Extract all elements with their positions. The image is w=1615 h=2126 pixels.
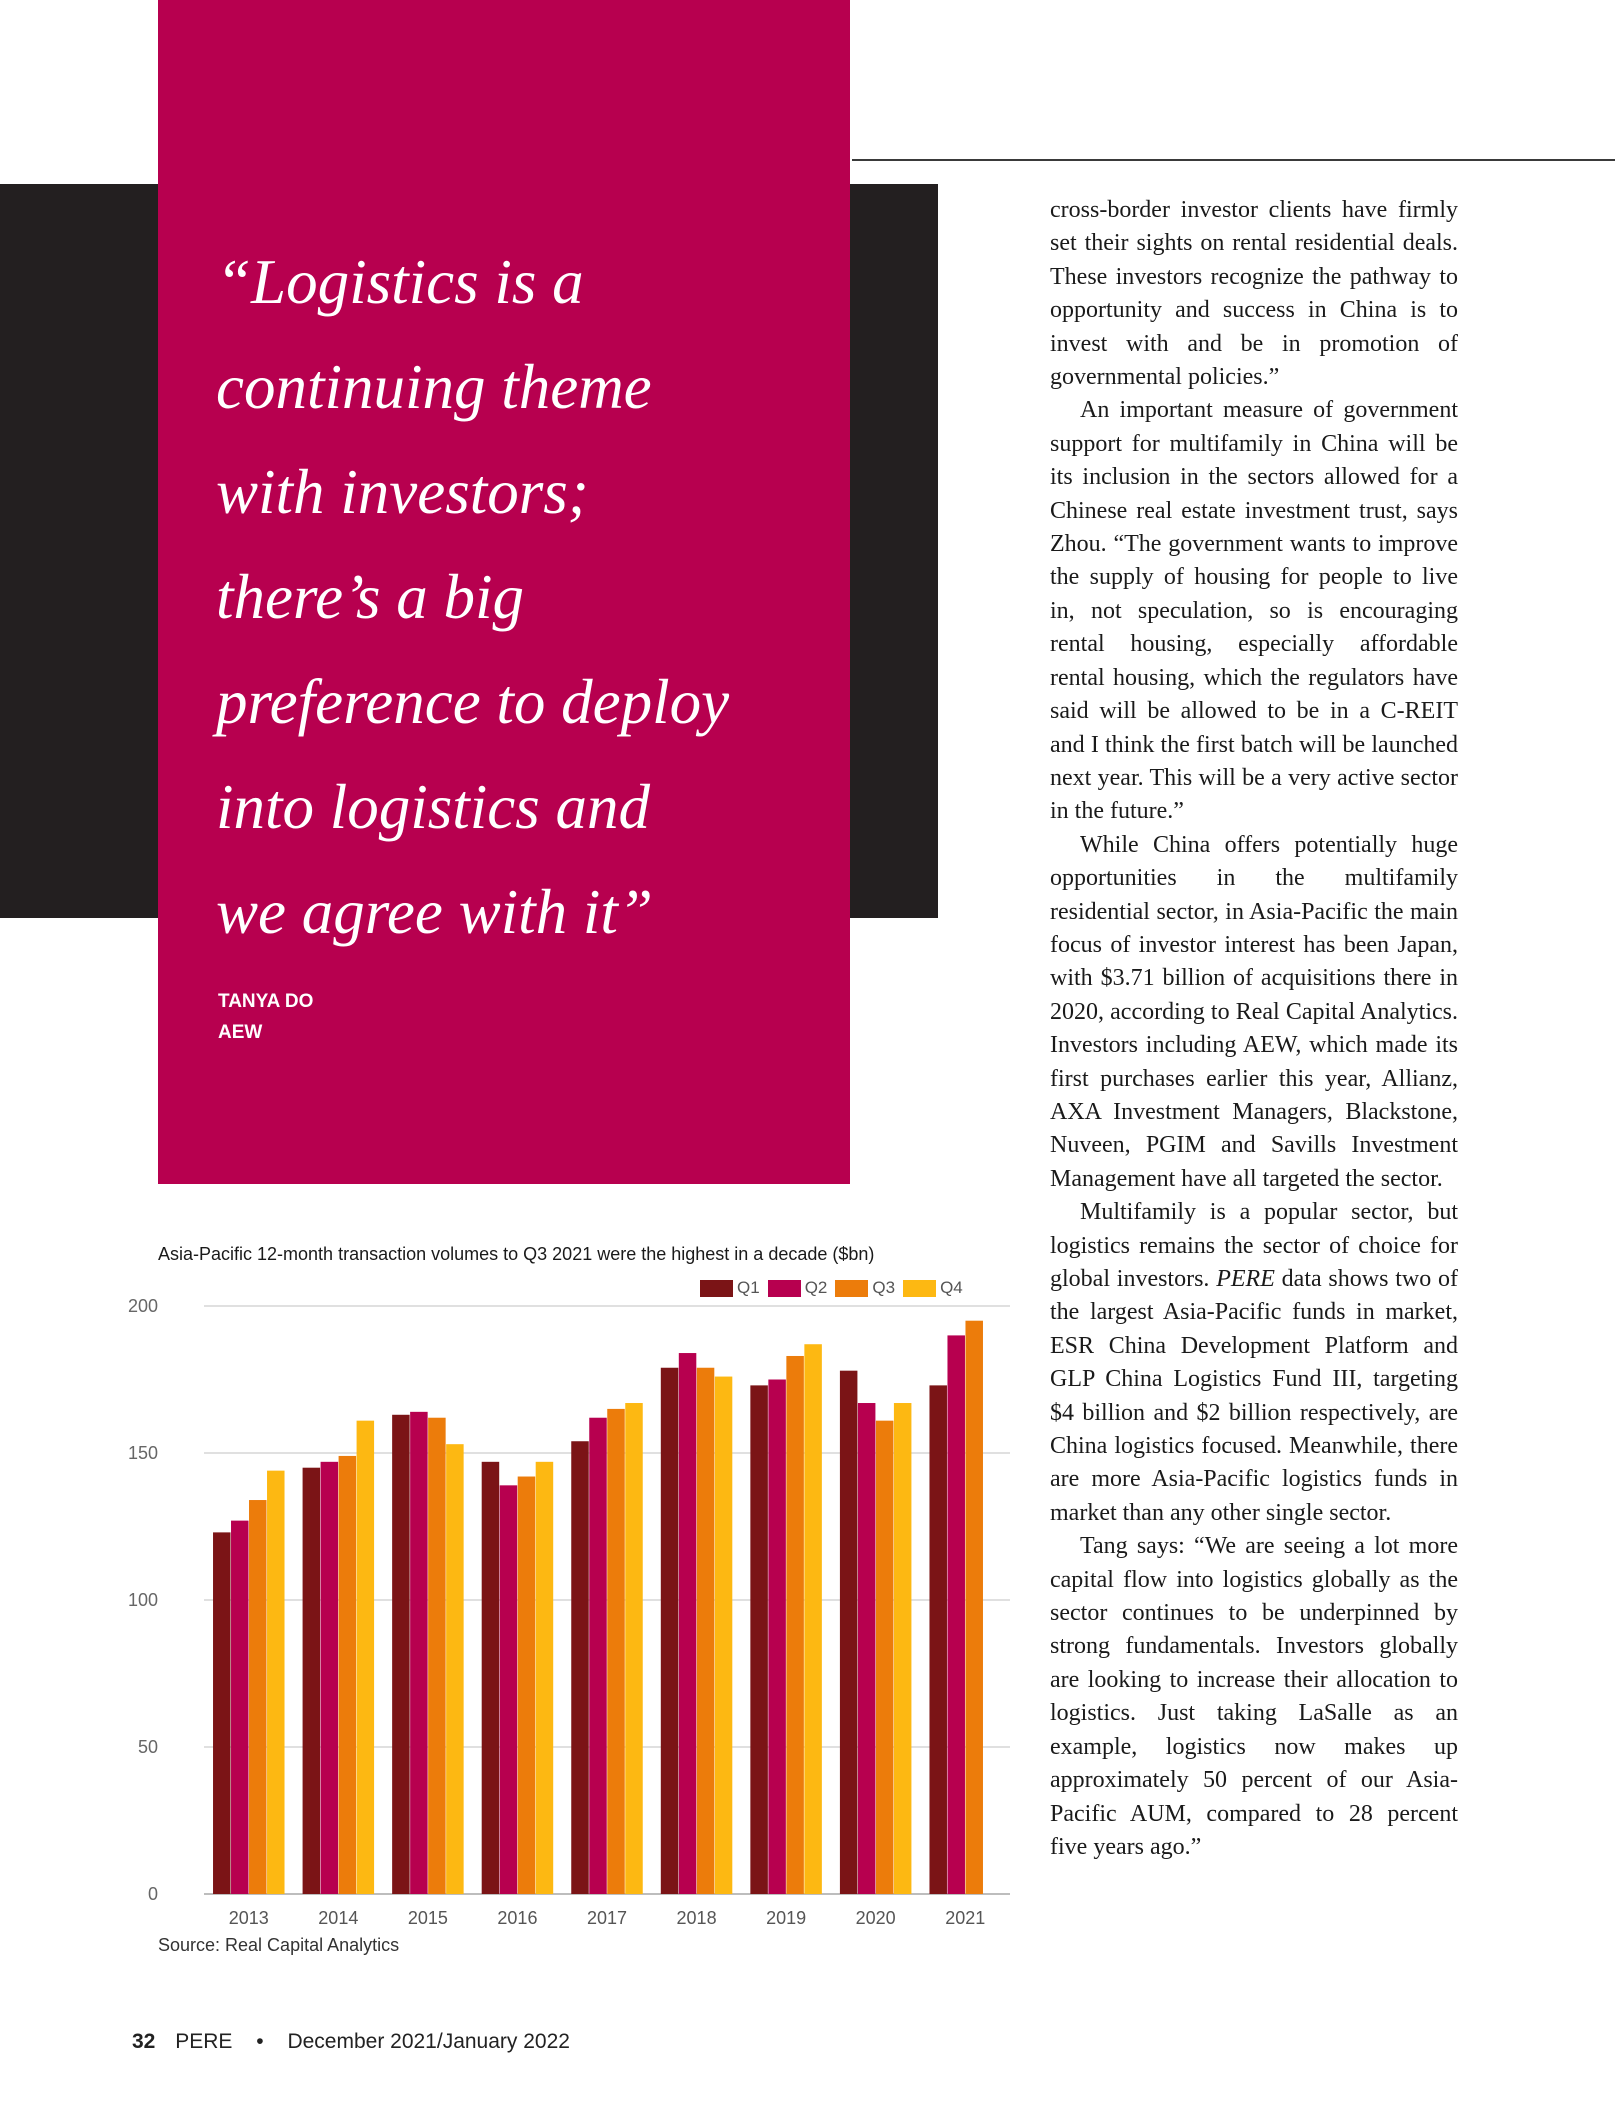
bar-q4-2014	[357, 1421, 375, 1894]
quote-line: with investors;	[216, 457, 589, 527]
bar-q4-2018	[715, 1377, 733, 1894]
article-paragraph: Tang says: “We are seeing a lot more capital flow into logistics globally as the sector continues to be underpinned by strong fundamentals. Investors globally are looking to increase their allocation to logistics. Just taking LaSalle as an example, logistics now makes up approximately 50 percent of our Asia-Pacific AUM, compared to 28 percent five years ago.”	[1050, 1533, 1458, 1860]
bar-q3-2017	[607, 1409, 625, 1894]
quote-attribution	[218, 986, 313, 1048]
x-tick-label: 2013	[228, 1908, 269, 1928]
bar-q2-2015	[410, 1412, 428, 1894]
publication-name: PERE	[175, 2030, 233, 2053]
bar-q3-2019	[786, 1356, 804, 1894]
legend-label: Q2	[804, 1278, 828, 1297]
paragraph-text: Multifamily is a popular sector, but logistics remains the sector of choice for global investors.	[1050, 1199, 1458, 1292]
bar-q1-2020	[840, 1371, 858, 1894]
bar-q4-2013	[267, 1471, 285, 1894]
legend-label: Q1	[737, 1278, 760, 1297]
bar-q1-2014	[303, 1468, 321, 1894]
bar-q4-2019	[804, 1344, 822, 1894]
bar-q3-2020	[876, 1421, 894, 1894]
legend-label: Q4	[940, 1278, 963, 1297]
bar-q4-2020	[894, 1403, 912, 1894]
bar-q2-2016	[500, 1485, 518, 1894]
bar-q2-2020	[858, 1403, 876, 1894]
bar-q2-2019	[768, 1380, 786, 1895]
bar-q2-2021	[947, 1335, 965, 1894]
bar-q3-2015	[428, 1418, 446, 1894]
bar-q1-2017	[571, 1441, 589, 1894]
bar-q1-2018	[661, 1368, 679, 1894]
chart-source: Source: Real Capital Analytics	[158, 1935, 400, 1955]
page-footer	[132, 2030, 570, 2054]
attribution-name: TANYA DO	[218, 991, 314, 1012]
y-tick-label: 200	[127, 1296, 158, 1316]
page-number: 32	[132, 2030, 156, 2053]
article-paragraph	[1050, 1196, 1458, 1530]
bar-q1-2013	[213, 1532, 231, 1894]
article-paragraph: An important measure of government support for multifamily in China will be its inclusion in the sectors allowed for a Chinese real estate investment trust, says Zhou. “The government wants to improve the supply of housing for people to live in, not speculation, so is encouraging rental housing, especially affordable rental housing, which the regulators have said will be allowed to be in a C-REIT and I think the first batch will be launched next year. This will be a very active sector in the future.”	[1050, 397, 1458, 825]
x-tick-label: 2014	[318, 1908, 359, 1928]
y-tick-label: 150	[127, 1443, 158, 1463]
issue-date: December 2021/January 2022	[287, 2030, 570, 2053]
quote-line: continuing theme	[216, 352, 652, 422]
bar-q1-2019	[750, 1385, 768, 1894]
paragraph-text: data shows two of the largest Asia-Pacific funds in market, ESR China Development Platform and GLP China Logistics Fund III, targeting $4 billion and $2 billion respectively, are China logistics focused. Meanwhile, there are more Asia-Pacific logistics funds in market than any other single sector.	[1050, 1266, 1458, 1526]
quote-line: there’s a big	[216, 562, 524, 632]
bar-q1-2021	[929, 1385, 947, 1894]
publication-name-italic: PERE	[1216, 1266, 1275, 1292]
bar-q2-2014	[321, 1462, 339, 1894]
bar-q3-2014	[339, 1456, 357, 1894]
bullet-separator: •	[256, 2030, 264, 2053]
bar-q1-2015	[392, 1415, 410, 1894]
pull-quote	[216, 230, 816, 965]
x-tick-label: 2018	[676, 1908, 717, 1928]
bar-q4-2017	[625, 1403, 643, 1894]
bar-q4-2015	[446, 1444, 464, 1894]
x-tick-label: 2017	[586, 1908, 628, 1928]
quote-line: we agree with it”	[216, 877, 653, 947]
quote-line: preference to deploy	[216, 667, 730, 737]
bar-q1-2016	[482, 1462, 500, 1894]
article-column	[1050, 194, 1458, 1864]
article-paragraph: While China offers potentially huge opportunities in the multifamily residential sector, in Asia-Pacific the main focus of investor interest has been Japan, with $3.71 billion of acquisitions there in 2020, according to Real Capital Analytics. Investors including AEW, which made its first purchases earlier this year, Allianz, AXA Investment Managers, Blackstone, Nuveen, PGIM and Savills Investment Management have all targeted the sector.	[1050, 831, 1458, 1192]
x-tick-label: 2019	[766, 1908, 807, 1928]
legend-label: Q3	[872, 1278, 896, 1297]
y-tick-label: 100	[127, 1590, 158, 1610]
bar-q3-2016	[518, 1477, 536, 1894]
bar-q2-2017	[589, 1418, 607, 1894]
x-tick-label: 2016	[497, 1908, 538, 1928]
x-tick-label: 2020	[855, 1908, 896, 1928]
quote-line: “Logistics is a	[216, 247, 584, 317]
quote-line: into logistics and	[216, 772, 651, 842]
bar-q3-2013	[249, 1500, 267, 1894]
article-paragraph: cross-border investor clients have firmly set their sights on rental residential deals. These investors recognize the pathway to opportunity and success in China is to invest with and be in promotion of governmental policies.”	[1050, 197, 1458, 391]
y-tick-label: 50	[137, 1737, 158, 1757]
bar-q2-2013	[231, 1521, 249, 1894]
top-rule	[852, 159, 1615, 161]
bar-q4-2016	[536, 1462, 554, 1894]
bar-q3-2021	[965, 1321, 983, 1894]
bar-q3-2018	[697, 1368, 715, 1894]
x-tick-label: 2015	[407, 1908, 448, 1928]
y-tick-label: 0	[147, 1884, 158, 1904]
attribution-org: AEW	[218, 1022, 263, 1043]
chart-title: Asia-Pacific 12-month transaction volumes to Q3 2021 were the highest in a decade ($bn)	[158, 1244, 875, 1264]
bar-q2-2018	[679, 1353, 697, 1894]
x-tick-label: 2021	[945, 1908, 986, 1928]
bar-chart	[120, 1290, 1020, 1930]
